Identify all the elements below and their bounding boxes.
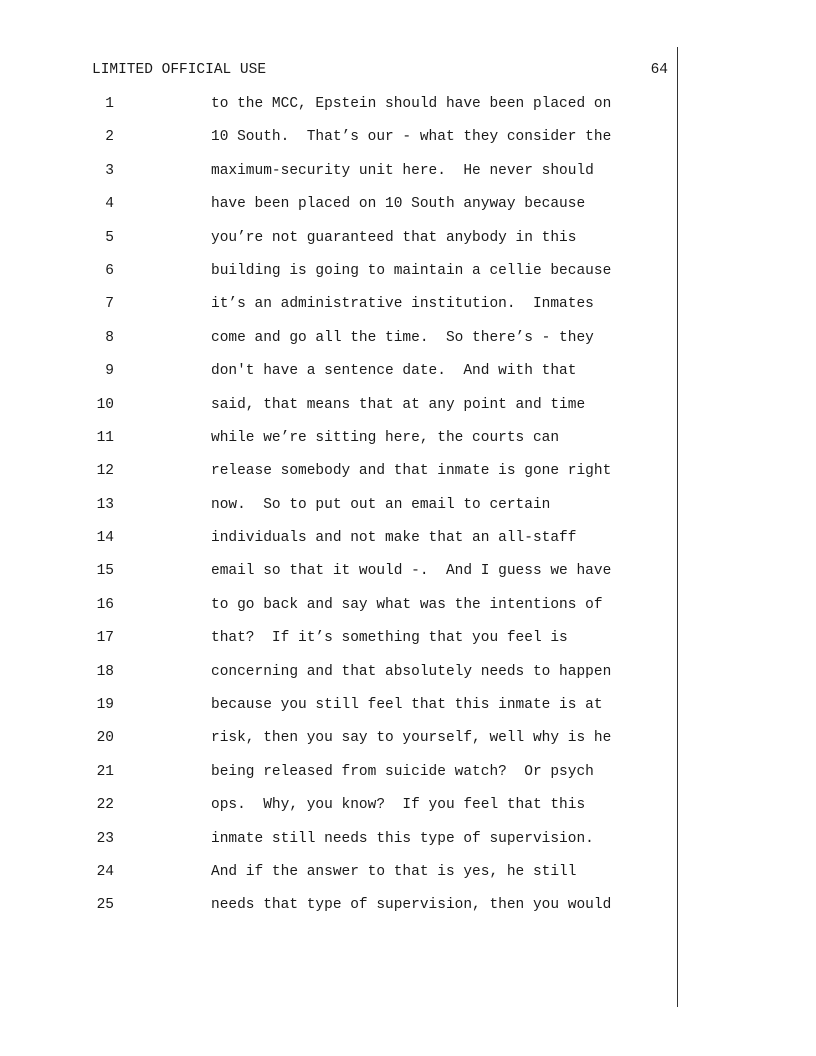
line-number: 9 [105, 363, 114, 380]
line-number: 16 [96, 596, 114, 613]
line-text: maximum-security unit here. He never should [211, 162, 594, 179]
line-text: 10 South. That’s our - what they consider the [211, 129, 612, 146]
line-number: 23 [96, 830, 114, 847]
line-text: risk, then you say to yourself, well why is he [211, 730, 612, 747]
line-text: building is going to maintain a cellie because [211, 262, 612, 279]
line-number: 14 [96, 530, 114, 547]
line-text: ops. Why, you know? If you feel that this [211, 797, 586, 814]
transcript-line [0, 762, 816, 795]
line-text: that? If it’s something that you feel is [211, 630, 568, 647]
line-number: 22 [96, 797, 114, 814]
line-text: don't have a sentence date. And with that [211, 363, 577, 380]
line-number: 19 [96, 697, 114, 714]
line-number: 18 [96, 663, 114, 680]
line-text: email so that it would -. And I guess we have [211, 563, 612, 580]
transcript-line [0, 161, 816, 194]
line-number: 11 [96, 429, 114, 446]
transcript-line [0, 461, 816, 494]
transcript-line [0, 695, 816, 728]
transcript-line [0, 228, 816, 261]
transcript-line [0, 728, 816, 761]
line-number: 24 [96, 863, 114, 880]
transcript-lines [0, 94, 816, 929]
line-text: concerning and that absolutely needs to happen [211, 663, 612, 680]
line-number: 25 [96, 897, 114, 914]
line-text: now. So to put out an email to certain [211, 496, 551, 513]
line-text: inmate still needs this type of supervision. [211, 830, 594, 847]
line-number: 3 [105, 162, 114, 179]
line-number: 4 [105, 196, 114, 213]
line-text: because you still feel that this inmate is at [211, 697, 603, 714]
classification-header: LIMITED OFFICIAL USE [92, 62, 267, 78]
transcript-line [0, 94, 816, 127]
transcript-line [0, 795, 816, 828]
page-number: 64 [650, 62, 668, 78]
transcript-line [0, 495, 816, 528]
line-number: 6 [105, 262, 114, 279]
transcript-line [0, 595, 816, 628]
transcript-line [0, 361, 816, 394]
transcript-line [0, 662, 816, 695]
transcript-line [0, 261, 816, 294]
transcript-line [0, 395, 816, 428]
line-text: individuals and not make that an all-staff [211, 530, 577, 547]
line-text: being released from suicide watch? Or psych [211, 763, 594, 780]
line-text: while we’re sitting here, the courts can [211, 429, 560, 446]
line-number: 10 [96, 396, 114, 413]
line-number: 2 [105, 129, 114, 146]
line-text: have been placed on 10 South anyway because [211, 196, 586, 213]
line-number: 8 [105, 329, 114, 346]
line-text: to the MCC, Epstein should have been placed on [211, 96, 612, 112]
line-number: 5 [105, 229, 114, 246]
transcript-line [0, 862, 816, 895]
transcript-line [0, 127, 816, 160]
line-number: 7 [105, 296, 114, 313]
line-number: 20 [96, 730, 114, 747]
transcript-line [0, 328, 816, 361]
line-text: said, that means that at any point and time [211, 396, 586, 413]
transcript-line [0, 294, 816, 327]
line-number: 12 [96, 463, 114, 480]
line-number: 1 [105, 96, 114, 112]
line-number: 15 [96, 563, 114, 580]
line-text: you’re not guaranteed that anybody in this [211, 229, 577, 246]
transcript-line [0, 895, 816, 928]
line-text: it’s an administrative institution. Inmates [211, 296, 594, 313]
line-text: to go back and say what was the intentions of [211, 596, 603, 613]
line-number: 13 [96, 496, 114, 513]
line-text: release somebody and that inmate is gone right [211, 463, 612, 480]
transcript-line [0, 628, 816, 661]
line-number: 17 [96, 630, 114, 647]
line-text: needs that type of supervision, then you would [211, 897, 612, 914]
transcript-line [0, 561, 816, 594]
transcript-line [0, 829, 816, 862]
line-text: And if the answer to that is yes, he still [211, 863, 577, 880]
line-text: come and go all the time. So there’s - they [211, 329, 594, 346]
line-number: 21 [96, 763, 114, 780]
transcript-line [0, 428, 816, 461]
transcript-line [0, 194, 816, 227]
transcript-line [0, 528, 816, 561]
